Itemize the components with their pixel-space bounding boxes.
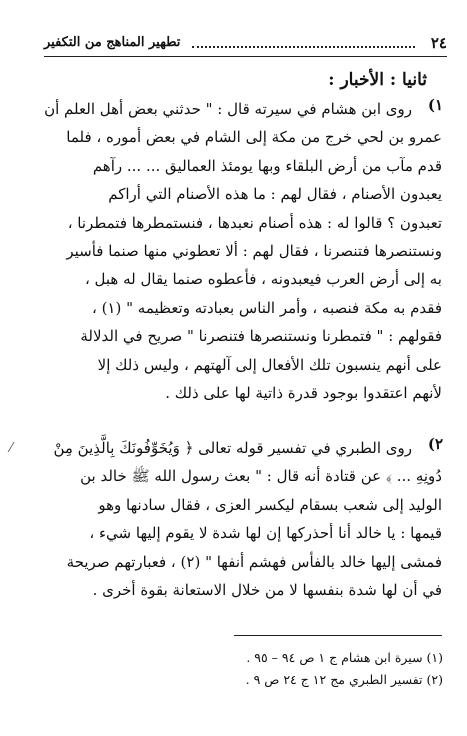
paragraph-line: لأنهم اعتقدوا بوجود قدرة ذاتية لها على ذلك . bbox=[165, 384, 442, 403]
paragraph-line: قدم مآب من أرض البلقاء وبها يومئذ العماليق ... ... رآهم bbox=[92, 156, 442, 175]
paragraph-line: في أن لها شدة بنفسها لا من خلال الاستعانة بقوة أخرى . bbox=[92, 581, 442, 600]
running-header bbox=[44, 34, 447, 56]
paragraph-line: الوليد إلى شعب بسقام ليكسر العزى ، فقال سادنها وهو bbox=[98, 495, 442, 514]
paragraph-line: يعبدون الأصنام ، فقال لهم : ما هذه الأصنام التي أراكم bbox=[108, 185, 442, 204]
paragraph-1 bbox=[27, 95, 442, 407]
margin-mark: ⁄ bbox=[10, 441, 13, 456]
page-number: ٢٤ bbox=[430, 34, 447, 52]
paragraph-line: تعبدون ؟ قالوا له : هذه أصنام نعبدها ، فنستمطرها فتمطرنا ، bbox=[67, 213, 442, 232]
paragraph-line: فمشى إليها خالد بالفأس فهشم أنفها " (٢) ، فعبارتهم صريحة bbox=[66, 552, 442, 571]
paragraph-line: على أنهم ينسبون تلك الأفعال إلى آلهتهم ، وليس ذلك إلا bbox=[97, 355, 442, 374]
item-marker-1: ١) bbox=[427, 96, 443, 114]
paragraph-line: فقولهم : " فتمطرنا ونستنصرها فتنصرنا " صريح في الدلالة bbox=[80, 327, 442, 346]
footnote-2: (٢) تفسير الطبري مج ١٢ ج ٢٤ ص ٩ . bbox=[245, 672, 443, 687]
paragraph-line: فقدم به مكة فنصبه ، وأمر الناس بعبادته وتعظيمه " (١) ، bbox=[91, 298, 442, 317]
paragraph-line: عمرو بن لحي خرج من مكة إلى الشام في بعض أموره ، فلما bbox=[66, 128, 442, 147]
paragraph-line: ونستنصرها فتنصرنا ، فقال لهم : ألا تعطوني منها صنما فأسير bbox=[66, 242, 442, 261]
section-heading: ثانيا : الأخبار : bbox=[328, 70, 427, 90]
footnote-separator bbox=[234, 635, 442, 636]
paragraph-line: روى الطبري في تفسير قوله تعالى ﴿ وَيُخَوِّفُونَكَ بِالَّذِينَ مِنْ bbox=[53, 439, 412, 457]
footnote-1: (١) سيرة ابن هشام ج ١ ص ٩٤ – ٩٥ . bbox=[246, 650, 443, 665]
paragraph-line: دُونِهِ ... ﴾ عن قتادة أنه قال : " بعث رسول الله ﷺ خالد بن bbox=[80, 467, 442, 486]
paragraph-line: به إلى أرض العرب فيعبدونه ، فأعطوه صنما يقال له هبل ، bbox=[84, 270, 442, 289]
header-rule bbox=[44, 56, 447, 57]
paragraph-line: روى ابن هشام في سيرته قال : " حدثني بعض أهل العلم أن bbox=[44, 100, 412, 118]
header-dot-leader bbox=[192, 46, 415, 48]
paragraph-line: قيمها : يا خالد أنا أحذركها إن لها شدة لا يقوم إليها شيء ، bbox=[89, 524, 442, 543]
paragraph-2 bbox=[27, 434, 442, 604]
running-title: تطهير المناهج من التكفير bbox=[44, 35, 181, 50]
item-marker-2: ٢) bbox=[427, 435, 443, 453]
